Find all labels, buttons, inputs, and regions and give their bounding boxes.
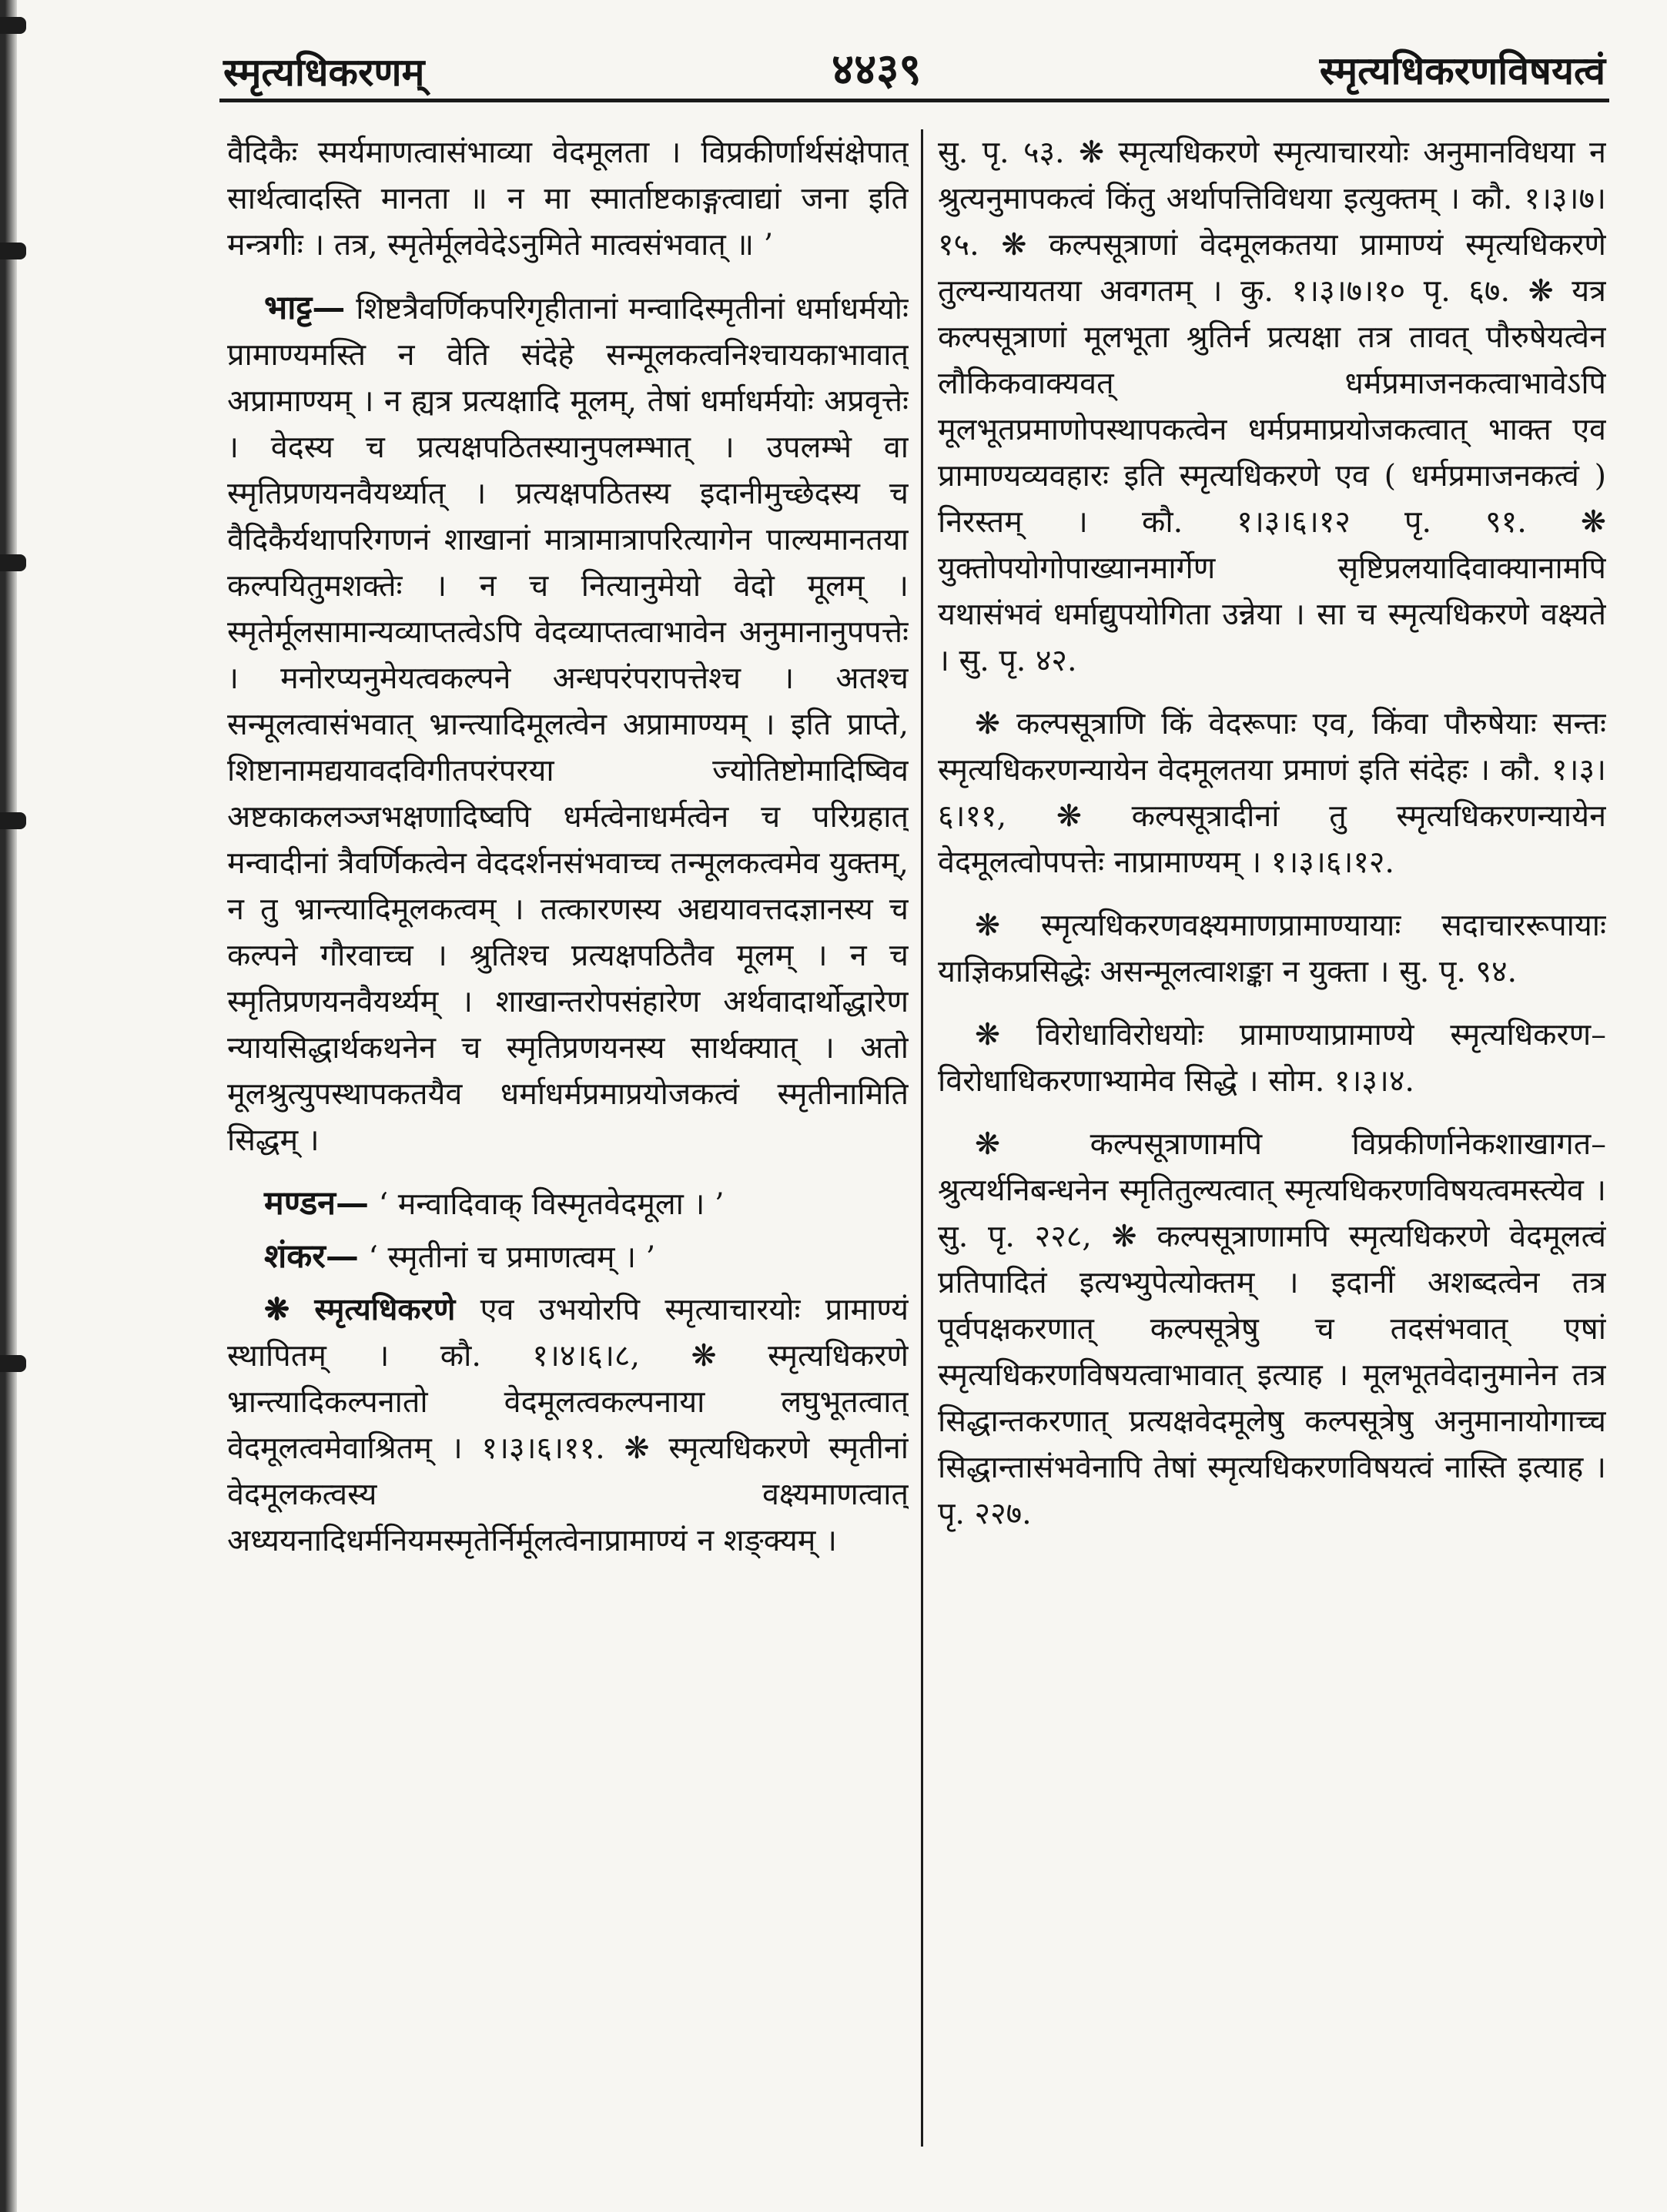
school-heading: भाट्ट— <box>264 289 346 327</box>
paragraph-text: शिष्टत्रैवर्णिकपरिगृहीतानां मन्वादिस्मृतीनां धर्माधर्मयोः प्रामाण्यमस्ति न वेति संदेहे सन्मूलकत्वनिश्चायकाभावात् अप्रामाण्यम् । न ह्यत्र प्रत्यक्षादि मूलम्, तेषां धर्माधर्मयोः अप्रवृत्तेः । वेदस्य च प्रत्यक्षपठितस्यानुपलम्भात् । उपलम्भे वा स्मृतिप्रणयनवैयर्थ्यात् । प्रत्यक्षपठितस्य इदानीमुच्छेदस्य च वैदिकैर्यथापरिगणनं शाखानां मात्रामात्रापरित्यागेन पाल्यमानतया कल्पयितुमशक्तेः । न च नित्यानुमेयो वेदो मूलम् । स्मृतेर्मूलसामान्यव्याप्तत्वेऽपि वेदव्याप्तत्वाभावेन अनुमानानुपपत्तेः । मनोरप्यनुमेयत्वकल्पने अन्धपरंपरापत्तेश्च । अतश्च सन्मूलत्वासंभवात् भ्रान्त्यादिमूलत्वेन अप्रामाण्यम् । इति प्राप्ते, शिष्टानामद्ययावदविगीतपरंपरया ज्योतिष्टोमादिष्विव अष्टकाकलञ्जभक्षणादिष्वपि धर्मत्वेनाधर्मत्वेन च परिग्रहात् मन्वादीनां त्रैवर्णिकत्वेन वेददर्शनसंभवाच्च तन्मूलकत्वमेव युक्तम्, न तु भ्रान्त्यादिमूलकत्वम् । तत्कारणस्य अद्ययावत्तदज्ञानस्य च कल्पने गौरवाच्च । श्रुतिश्च प्रत्यक्षपठितैव मूलम् । न च स्मृतिप्रणयनवैयर्थ्यम् । शाखान्तरोपसंहारेण अर्थवादार्थोद्धारेण न्यायसिद्धार्थकथनेन च स्मृतिप्रणयनस्य सार्थक्यात् । अतो मूलश्रुत्युपस्थापकतयैव धर्माधर्मप्रमाप्रयोजकत्वं स्मृतीनामिति सिद्धम् । <box>227 291 909 1158</box>
quote-text: ‘ स्मृतीनां च प्रमाणत्वम् । ’ <box>368 1240 656 1275</box>
quote-text: ‘ मन्वादिवाक् विस्मृतवेदमूला । ’ <box>378 1186 725 1222</box>
paragraph: सु. पृ. ५३. ❋ स्मृत्यधिकरणे स्मृत्याचारयोः अनुमानविधया न श्रुत्यनुमापकत्वं किंतु अर्थापत्तिविधया इत्युक्तम् । कौ. १।३।७।१५. ❋ कल्पसूत्राणां वेदमूलकतया प्रामाण्यं स्मृत्यधिकरणे तुल्यन्यायतया अवगतम् । कु. १।३।७।१० पृ. ६७. ❋ यत्र कल्पसूत्राणां मूलभूता श्रुतिर्न प्रत्यक्षा तत्र तावत् पौरुषेयत्वेन लौकिकवाक्यवत् धर्मप्रमाजनकत्वाभावेऽपि मूलभूतप्रमाणोपस्थापकत्वेन धर्मप्रमाप्रयोजकत्वात् भाक्त एव प्रामाण्यव्यवहारः इति स्मृत्यधिकरणे एव ( धर्मप्रमाजनकत्वं ) निरस्तम् । कौ. १।३।६।१२ पृ. ९१. ❋ युक्तोपयोगोपाख्यानमार्गेण सृष्टिप्रलयादिवाक्यानामपि यथासंभवं धर्माद्युपयोगिता उन्नेया । सा च स्मृत्यधिकरणे वक्ष्यते । सु. पृ. ४२. <box>938 135 1606 678</box>
paragraph-bhatta <box>227 285 909 1163</box>
school-heading: शंकर— <box>264 1237 359 1276</box>
paragraph <box>227 1287 909 1564</box>
left-column <box>227 129 909 2174</box>
binding-hole <box>0 17 26 34</box>
quote-shankara <box>264 1233 909 1280</box>
key-term: स्मृत्यधिकरणे <box>314 1292 456 1327</box>
page-number: ४४३९ <box>832 44 922 95</box>
page-binding-edge <box>0 0 17 2212</box>
binding-hole <box>0 812 26 829</box>
header-rule <box>219 99 1609 102</box>
header-left-title: स्मृत्यधिकरणम् <box>223 49 425 95</box>
paragraph: वैदिकैः स्मर्यमाणत्वासंभाव्या वेदमूलता । विप्रकीर्णार्थसंक्षेपात् सार्थत्वादस्ति मानता ॥ न मा स्मार्ताष्टकाङ्गत्वाद्यां जना इति मन्त्रगीः । तत्र, स्मृतेर्मूलवेदेऽनुमिते मात्वसंभवात् ॥ ’ <box>227 135 909 263</box>
running-header <box>223 31 1605 100</box>
header-right-title: स्मृत्यधिकरणविषयत्वं <box>1319 48 1605 93</box>
binding-hole <box>0 243 26 259</box>
quote-mandana <box>264 1180 909 1227</box>
paragraph: ❋ स्मृत्यधिकरणवक्ष्यमाणप्रामाण्यायाः सदाचाररूपायाः याज्ञिकप्रसिद्धेः असन्मूलत्वाशङ्का न युक्ता । सु. पृ. ९४. <box>938 908 1606 989</box>
binding-hole <box>0 554 26 571</box>
binding-hole <box>0 1355 26 1372</box>
column-divider <box>921 129 923 2147</box>
paragraph: ❋ विरोधाविरोधयोः प्रामाण्याप्रामाण्ये स्मृत्यधिकरण–विरोधाधिकरणाभ्यामेव सिद्धे । सोम. १।३।४. <box>938 1017 1606 1099</box>
asterism-icon: ❋ <box>264 1292 290 1327</box>
paragraph: ❋ कल्पसूत्राणामपि विप्रकीर्णानेकशाखागत–श्रुत्यर्थनिबन्धनेन स्मृतितुल्यत्वात् स्मृत्यधिकरणविषयत्वमस्त्येव । सु. पृ. २२८, ❋ कल्पसूत्राणामपि स्मृत्यधिकरणे वेदमूलत्वं प्रतिपादितं इत्यभ्युपेत्योक्तम् । इदानीं अशब्दत्वेन तत्र पूर्वपक्षकरणात् कल्पसूत्रेषु च तदसंभवात् एषां स्मृत्यधिकरणविषयत्वाभावात् इत्याह । मूलभूतवेदानुमानेन तत्र सिद्धान्तकरणात् प्रत्यक्षवेदमूलेषु कल्पसूत्रेषु अनुमानायोगाच्च सिद्धान्तासंभवेनापि तेषां स्मृत्यधिकरणविषयत्वं नास्ति इत्याह । पृ. २२७. <box>938 1126 1606 1531</box>
right-column <box>938 129 1606 2174</box>
paragraph-text: एव उभयोरपि स्मृत्याचारयोः प्रामाण्यं स्थापितम् । कौ. १।४।६।८, ❋ स्मृत्यधिकरणे भ्रान्त्यादिकल्पनातो वेदमूलत्वकल्पनाया लघुभूतत्वात् वेदमूलत्वमेवाश्रितम् । १।३।६।११. ❋ स्मृत्यधिकरणे स्मृतीनां वेदमूलकत्वस्य वक्ष्यमाणत्वात् अध्ययनादिधर्मनियमस्मृतेर्निर्मूलत्वेनाप्रामाण्यं न शङ्क्यम् । <box>227 1292 909 1558</box>
paragraph: ❋ कल्पसूत्राणि किं वेदरूपाः एव, किंवा पौरुषेयाः सन्तः स्मृत्यधिकरणन्यायेन वेदमूलतया प्रमाणं इति संदेहः । कौ. १।३।६।११, ❋ कल्पसूत्रादीनां तु स्मृत्यधिकरणन्यायेन वेदमूलत्वोपपत्तेः नाप्रामाण्यम् । १।३।६।१२. <box>938 706 1606 880</box>
school-heading: मण्डन— <box>264 1184 370 1223</box>
